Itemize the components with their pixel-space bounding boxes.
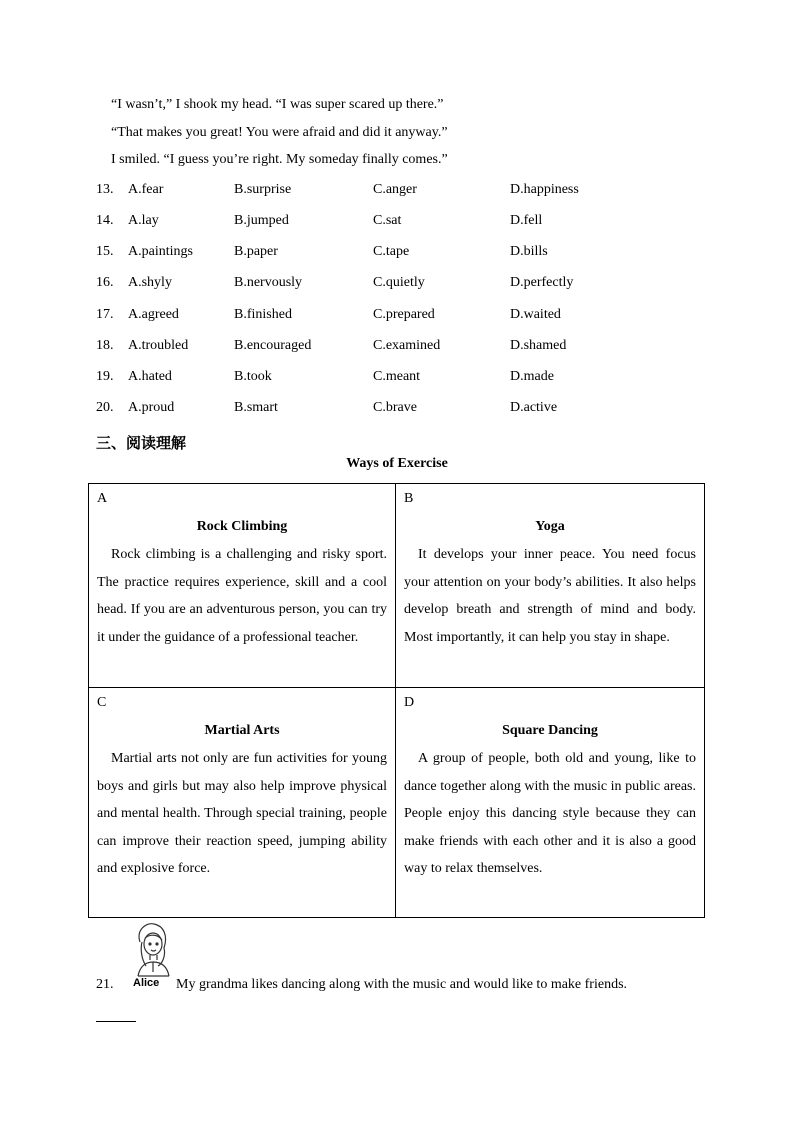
question-row: [96, 213, 716, 233]
speaker-name: Alice: [133, 977, 160, 989]
option-d: D.active: [510, 400, 558, 415]
option-b: B.smart: [234, 400, 278, 415]
question-number: 19.: [96, 369, 114, 384]
option-c: C.tape: [373, 244, 410, 259]
option-b: B.nervously: [234, 275, 303, 290]
dialogue-line-2: “That makes you great! You were afraid and did it anyway.”: [111, 125, 448, 140]
option-b: B.took: [234, 369, 272, 384]
option-a: A.hated: [128, 369, 172, 384]
question-number: 17.: [96, 307, 114, 322]
question-row: [96, 369, 716, 389]
option-d: D.perfectly: [510, 275, 574, 290]
option-a: A.proud: [128, 400, 175, 415]
option-c: C.examined: [373, 338, 441, 353]
table-cell-a: [89, 484, 396, 688]
question-row: [96, 307, 716, 327]
option-c: C.anger: [373, 182, 417, 197]
answer-blank[interactable]: [96, 1021, 136, 1022]
section-title: 三、阅读理解: [96, 434, 187, 452]
dialogue-line-1: “I wasn’t,” I shook my head. “I was super scared up there.”: [111, 97, 444, 112]
option-d: D.shamed: [510, 338, 567, 353]
cell-letter: B: [404, 491, 414, 506]
option-d: D.made: [510, 369, 554, 384]
question-row: [96, 182, 716, 202]
option-a: A.paintings: [128, 244, 193, 259]
cell-heading: Rock Climbing: [196, 519, 288, 534]
option-c: C.brave: [373, 400, 417, 415]
option-b: B.surprise: [234, 182, 292, 197]
question-number: 20.: [96, 400, 114, 415]
option-c: C.prepared: [373, 307, 435, 322]
option-d: D.happiness: [510, 182, 579, 197]
option-c: C.meant: [373, 369, 421, 384]
option-c: C.quietly: [373, 275, 425, 290]
question-number: 16.: [96, 275, 114, 290]
option-b: B.paper: [234, 244, 278, 259]
dialogue-line-3: I smiled. “I guess you’re right. My someday finally comes.”: [111, 152, 448, 167]
table-cell-c: [89, 688, 396, 917]
option-a: A.fear: [128, 182, 164, 197]
question-row: [96, 275, 716, 295]
option-d: D.fell: [510, 213, 543, 228]
question-number: 13.: [96, 182, 114, 197]
cell-body: Martial arts not only are fun activities for young boys and girls but may also help improve physical and mental health. Through special training, people can improve their reaction speed, jumping ability and explosive force.: [97, 751, 387, 877]
option-a: A.agreed: [128, 307, 179, 322]
option-b: B.jumped: [234, 213, 289, 228]
exercise-table: [88, 483, 705, 918]
cell-heading: Yoga: [535, 519, 565, 534]
option-d: D.bills: [510, 244, 548, 259]
option-c: C.sat: [373, 213, 402, 228]
question-row: [96, 244, 716, 264]
option-b: B.finished: [234, 307, 292, 322]
question-text: My grandma likes dancing along with the music and would like to make friends.: [176, 977, 628, 992]
cell-body: Rock climbing is a challenging and risky sport. The practice requires experience, skill and a cool head. If you are an adventurous person, you can try it under the guidance of a professional teacher.: [97, 547, 387, 645]
cell-heading: Square Dancing: [502, 723, 598, 738]
option-b: B.encouraged: [234, 338, 312, 353]
question-row: [96, 400, 716, 420]
question-number: 15.: [96, 244, 114, 259]
question-number: 14.: [96, 213, 114, 228]
option-d: D.waited: [510, 307, 561, 322]
option-a: A.lay: [128, 213, 159, 228]
table-cell-b: [396, 484, 704, 688]
question-row: [96, 338, 716, 358]
cell-letter: A: [97, 491, 108, 506]
table-cell-d: [396, 688, 704, 917]
cell-letter: C: [97, 695, 107, 710]
question-number: 18.: [96, 338, 114, 353]
cell-body: A group of people, both old and young, like to dance together along with the music in public areas. People enjoy this dancing style because they can make friends with each other and it is also a good way to relax themselves.: [404, 751, 696, 877]
cell-body: It develops your inner peace. You need focus your attention on your body’s abilities. It also helps develop breath and strength of mind and body. Most importantly, it can help you stay in shape.: [404, 547, 696, 645]
cell-letter: D: [404, 695, 415, 710]
table-title: Ways of Exercise: [346, 456, 448, 471]
cell-heading: Martial Arts: [204, 723, 280, 738]
option-a: A.shyly: [128, 275, 172, 290]
question-number: 21.: [96, 977, 114, 992]
option-a: A.troubled: [128, 338, 189, 353]
